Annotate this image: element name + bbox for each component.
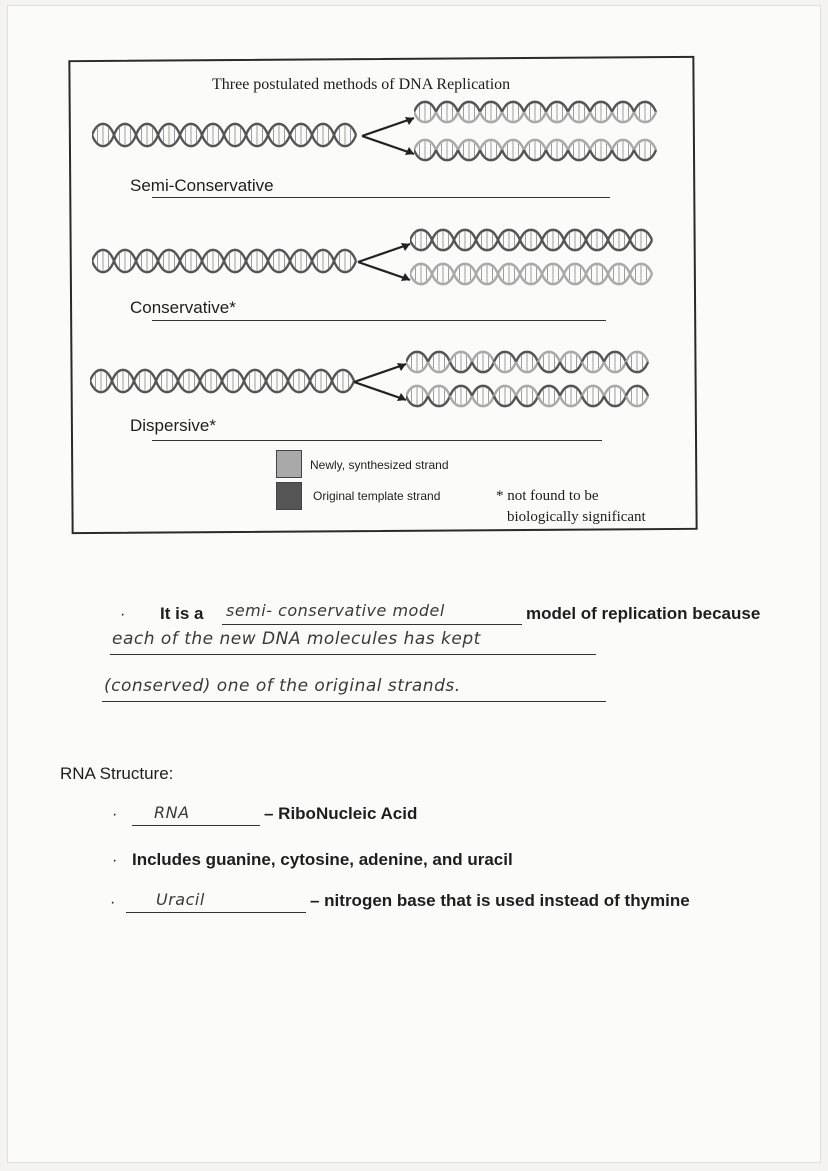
explanation-line-1: each of the new DNA molecules has kept	[112, 629, 481, 649]
helix-semi-conservative-daughter-2	[414, 138, 676, 162]
method-label-dispersive: Dispersive*	[130, 416, 216, 435]
bullet: ·	[110, 894, 116, 911]
rna-item-2: Includes guanine, cytosine, adenine, and uracil	[132, 850, 513, 869]
rna-answer-3: Uracil	[156, 890, 205, 909]
replication-answer: semi- conservative model	[226, 601, 445, 620]
legend-label-original: Original template strand	[313, 489, 441, 503]
arrows-conservative	[354, 234, 416, 290]
legend-label-new: Newly, synthesized strand	[310, 458, 449, 472]
helix-dispersive-daughter-1	[406, 350, 668, 374]
helix-semi-conservative-daughter-1	[414, 100, 676, 124]
method-label-semi-conservative: Semi-Conservative	[130, 176, 274, 195]
bullet: ·	[112, 806, 118, 823]
rna-item-1: – RiboNucleic Acid	[264, 804, 418, 823]
helix-conservative-daughter-1	[410, 228, 672, 252]
bullet: ·	[112, 852, 118, 869]
replication-suffix: model of replication because	[526, 604, 761, 623]
method-divider	[152, 320, 606, 321]
helix-conservative-daughter-2	[410, 262, 672, 286]
helix-dispersive-parent	[90, 368, 360, 394]
method-label-conservative: Conservative*	[130, 298, 236, 317]
explanation-blank-2	[102, 701, 606, 702]
rna-item-3: – nitrogen base that is used instead of thymine	[310, 891, 690, 910]
rna-blank-3	[126, 912, 306, 913]
figure-title: Three postulated methods of DNA Replication	[212, 76, 511, 93]
method-divider	[152, 197, 610, 198]
helix-semi-conservative-parent	[92, 122, 362, 148]
helix-dispersive-daughter-2	[406, 384, 668, 408]
bullet: ·	[120, 606, 126, 623]
helix-conservative-parent	[92, 248, 362, 274]
explanation-line-2: (conserved) one of the original strands.	[104, 676, 461, 696]
legend-swatch-original	[276, 482, 302, 510]
rna-blank-1	[132, 825, 260, 826]
replication-prefix: It is a	[160, 604, 204, 623]
arrows-semi-conservative	[358, 108, 420, 164]
legend-swatch-new	[276, 450, 302, 478]
explanation-blank-1	[110, 654, 596, 655]
rna-heading: RNA Structure:	[60, 764, 174, 783]
footnote-line-2: biologically significant	[507, 509, 646, 525]
answer-blank	[222, 624, 522, 625]
footnote-line-1: * not found to be	[496, 488, 599, 504]
method-divider	[152, 440, 602, 441]
rna-answer-1: RNA	[154, 803, 190, 822]
arrows-dispersive	[350, 354, 412, 410]
